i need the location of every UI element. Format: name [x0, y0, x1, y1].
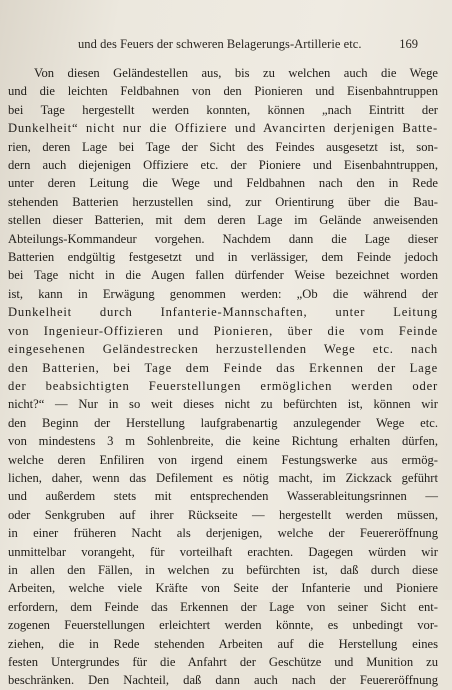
text-line: festen Untergrundes für die Anfahrt der Geschütze und Munition zu [8, 655, 438, 669]
body-text [8, 64, 438, 690]
text-line: nicht?“ — Nur in so weit dieses nicht zu befürchten ist, können wir [8, 397, 438, 412]
page-header [0, 37, 452, 53]
text-line: von mindestens 3 m Sohlenbreite, die keine Richtung erhalten dürfen, [8, 434, 438, 449]
text-line: den Beginn der Herstellung laufgrabenartig anzulegender Wege etc. [8, 415, 438, 430]
text-line: dern auch diejenigen Offiziere etc. der Pioniere und Eisenbahntruppen, [8, 158, 438, 173]
text-line: in einer früheren Nacht als derjenigen, welche der Feuereröffnung [8, 526, 438, 541]
text-line: ist, kann in Erwägung genommen werden: „Ob die während der [8, 286, 438, 301]
text-line: rien, deren Lage bei Tage der Sicht des Feindes ausgesetzt ist, son- [8, 139, 438, 154]
text-line: Dunkelheit durch Infanterie-Mannschaften, unter Leitung [8, 305, 438, 320]
text-line: bei Tage nicht in die Augen fallen dürfender Weise bezeichnet worden [8, 268, 438, 283]
text-line: in allen den Fällen, in welchen zu befürchten ist, daß durch diese [8, 562, 438, 577]
text-line: beschränken. Den Nachteil, daß dann auch nach der Feuereröffnung [8, 673, 438, 688]
text-line: welche deren Enfiliren von irgend einem Festungswerke aus ermög- [8, 452, 438, 467]
text-line: Arbeiten, welche viele Kräfte von Seite der Infanterie und Pioniere [8, 581, 438, 596]
text-line: und außerdem stets mit entsprechenden Wasserableitungsrinnen — [8, 489, 438, 504]
text-line: erfordern, dem Feinde das Erkennen der Lage von seiner Sicht ent- [8, 599, 438, 614]
text-line: unmittelbar vorangeht, für vorteilhaft erachten. Dagegen würden wir [8, 544, 438, 559]
text-line: bei Tage hergestellt werden konnten, können „nach Eintritt der [8, 102, 438, 117]
text-line: und die leichten Feldbahnen von den Pionieren und Eisenbahntruppen [8, 84, 438, 99]
text-line: stellen dieser Batterien, mit dem deren Lage im Gelände anweisenden [8, 213, 438, 228]
text-line: den Batterien, bei Tage dem Feinde das Erkennen der Lage [8, 360, 438, 375]
text-line: lichen, daher, wenn das Defilement es nötig macht, im Zickzack geführt [8, 470, 438, 485]
text-line: oder Senkgruben auf ihrer Rückseite — hergestellt werden müssen, [8, 507, 438, 522]
text-line: Dunkelheit“ nicht nur die Offiziere und Avancirten derjenigen Batte- [8, 121, 438, 136]
text-line: unter deren Leitung die Wege und Feldbahnen nach den in Rede [8, 176, 438, 191]
page-number: 169 [399, 37, 418, 51]
text-line: der beabsichtigten Feuerstellungen ermöglichen werden oder [8, 378, 438, 393]
text-line: ziehen, die in Rede stehenden Arbeiten auf die Herstellung eines [8, 636, 438, 651]
text-line: eingesehenen Geländestrecken herzustellenden Wege etc. nach [8, 342, 438, 357]
text-line: stehenden Batterien herzustellen sind, zur Orientirung über die Bau- [8, 194, 438, 209]
text-line: Abteilungs-Kommandeur vorgehen. Nachdem dann die Lage dieser [8, 231, 438, 246]
text-line: Von diesen Geländestellen aus, bis zu welchen auch die Wege [34, 66, 438, 80]
running-head: und des Feuers der schweren Belagerungs-Artillerie etc. [78, 37, 362, 51]
text-line: von Ingenieur-Offizieren und Pionieren, über die vom Feinde [8, 323, 438, 338]
text-line: Batterien endgültig festgesetzt und in verlässiger, dem Feinde jedoch [8, 250, 438, 265]
text-line: zogenen Feuerstellungen erleichtert werden könnte, es unbedingt vor- [8, 618, 438, 633]
